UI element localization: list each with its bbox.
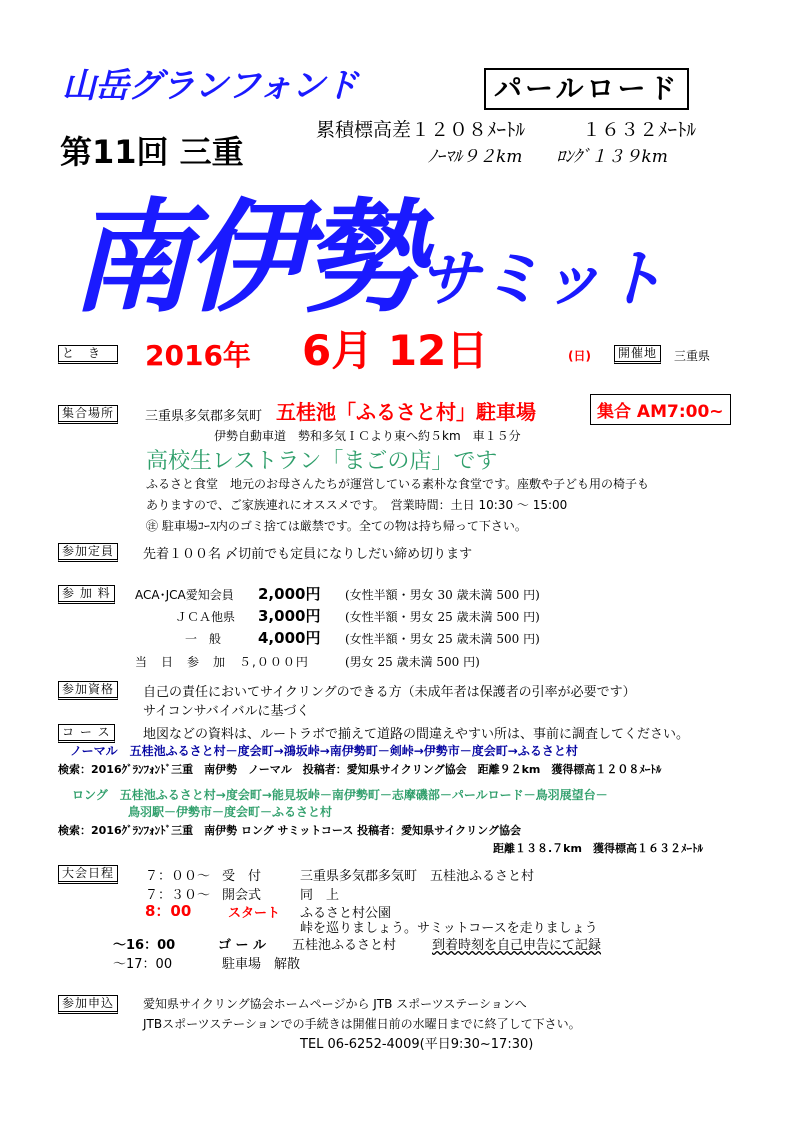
long-search: 検索：2016ｸﾞﾗﾝﾌｫﾝﾄﾞ三重 南伊勢 ロング サミットコース 投稿者：愛知県サイクリング協会 <box>58 824 521 837</box>
distance-text: ﾉｰﾏﾙ９２km ﾛﾝｸﾞ１３９km <box>428 147 668 167</box>
fee-category: ACA･JCA愛知会員 <box>135 588 234 602</box>
main-title-suffix: サミット <box>418 242 665 315</box>
schedule-detail: 同 上 <box>300 888 340 903</box>
meeting-time-box: 集合 AM7:00~ <box>590 394 731 425</box>
schedule-detail: 五桂池ふるさと村 <box>292 938 397 953</box>
apply-line-2: JTBスポーツステーションでの手続きは開催日前の水曜日までに終了して下さい。 <box>143 1017 581 1031</box>
schedule-extra: 到着時刻を自己申告にて記録 <box>432 938 602 953</box>
qualification-line-2: サイコンサバイバルに基づく <box>143 704 310 719</box>
schedule-detail: 三重県多気郡多気町 五桂池ふるさと村 <box>300 869 535 884</box>
logo-text: 山岳グランフォンド <box>62 66 358 106</box>
schedule-time: ７：００～ <box>145 869 211 884</box>
qualification-line-1: 自己の責任においてサイクリングのできる方（未成年者は保護者の引率が必要です） <box>143 685 636 700</box>
schedule-event: ゴ ー ル <box>218 938 267 953</box>
long-stats: 距離１３８.７km 獲得標高１６３２ﾒｰﾄﾙ <box>493 842 703 855</box>
fee-sameday-note: (男女 25 歳未満 500 円) <box>345 655 480 669</box>
meeting-note: ㊟ 駐車場ｺｰｽ内のゴミ捨ては厳禁です。全ての物は持ち帰って下さい。 <box>146 519 527 533</box>
meeting-address: 三重県多気郡多気町 <box>145 409 263 424</box>
fee-note: (女性半額・男女 25 歳未満 500 円) <box>345 632 540 646</box>
schedule-event: スタート <box>228 906 281 921</box>
normal-route: ノーマル 五桂池ふるさと村－度会町→鴻坂峠→南伊勢町－剣峠→伊勢市－度会町→ふるさと村 <box>70 744 578 758</box>
fee-price: 3,000円 <box>258 607 321 625</box>
apply-line-1: 愛知県サイクリング協会ホームページから JTB スポーツステーションへ <box>143 997 527 1011</box>
fee-note: (女性半額・男女 30 歳未満 500 円) <box>345 588 540 602</box>
restaurant-desc-1: ふるさと食堂 地元のお母さんたちが運営している素朴な食堂です。座敷や子ども用の椅子も <box>146 477 650 491</box>
venue-value: 三重県 <box>674 349 711 363</box>
fee-category: ＪＣＡ他県 <box>175 610 236 624</box>
meeting-label: 集合場所 <box>58 405 118 424</box>
fee-sameday: 当 日 参 加 ５,０００円 <box>135 655 309 669</box>
long-route-2: 鳥羽駅－伊勢市－度会町－ふるさと村 <box>128 805 333 819</box>
schedule-time: ７：３０～ <box>145 888 211 903</box>
restaurant-desc-2: ありますので、ご家族連れにオススメです。 営業時間：土日 10:30 ～ 15:00 <box>146 498 568 512</box>
date-day: (日) <box>568 349 591 363</box>
schedule-label: 大会日程 <box>58 865 118 884</box>
date-main: 6月 12日 <box>302 326 489 375</box>
apply-label: 参加申込 <box>58 995 118 1014</box>
schedule-time: ～17：00 <box>113 957 173 972</box>
capacity-text: 先着１００名 〆切前でも定員になりしだい締め切ります <box>143 547 473 562</box>
schedule-detail: ふるさと村公園 <box>300 906 392 921</box>
restaurant-heading: 高校生レストラン「まごの店」です <box>146 449 498 474</box>
qualification-label: 参加資格 <box>58 681 118 700</box>
course-label: コ ー ス <box>58 724 115 743</box>
elevation-text: 累積標高差１２０８ﾒｰﾄﾙ １６３２ﾒｰﾄﾙ <box>316 119 697 141</box>
fee-note: (女性半額・男女 25 歳未満 500 円) <box>345 610 540 624</box>
fee-label: 参 加 料 <box>58 585 115 604</box>
date-year: 2016年 <box>145 339 251 372</box>
normal-search: 検索：2016ｸﾞﾗﾝﾌｫﾝﾄﾞ三重 南伊勢 ノーマル 投稿者：愛知県サイクリング協会 距離９２km 獲得標高１２０８ﾒｰﾄﾙ <box>58 763 662 776</box>
schedule-event: 駐車場 解散 <box>222 957 301 972</box>
schedule-detail: 峠を巡りましょう。サミットコースを走りましょう <box>300 921 598 936</box>
schedule-time: 8：00 <box>145 902 192 920</box>
schedule-time: ～16：00 <box>113 938 176 953</box>
long-route-1: ロング 五桂池ふるさと村→度会町→能見坂峠－南伊勢町－志摩磯部－パールロード－鳥羽展望台－ <box>72 788 608 802</box>
schedule-event: 開会式 <box>222 888 262 903</box>
venue-label: 開催地 <box>614 345 661 364</box>
meeting-access: 伊勢自動車道 勢和多気ＩＣより東へ約５km 車１５分 <box>214 429 521 443</box>
capacity-label: 参加定員 <box>58 543 118 562</box>
when-label: と き <box>58 345 118 364</box>
fee-price: 4,000円 <box>258 629 321 647</box>
fee-category: 一 般 <box>185 632 222 646</box>
fee-price: 2,000円 <box>258 585 321 603</box>
main-title-kanji: 南伊勢 <box>70 187 418 329</box>
course-intro: 地図などの資料は、ルートラボで揃えて道路の間違えやすい所は、事前に調査してください。 <box>143 727 690 742</box>
main-title <box>70 160 665 335</box>
edition-title: 第11回 三重 <box>60 133 244 171</box>
schedule-event: 受 付 <box>222 869 262 884</box>
route-box: パールロード <box>484 68 689 110</box>
meeting-place: 五桂池「ふるさと村」駐車場 <box>276 400 536 424</box>
apply-tel: TEL 06-6252-4009(平日9:30~17:30) <box>300 1037 534 1052</box>
